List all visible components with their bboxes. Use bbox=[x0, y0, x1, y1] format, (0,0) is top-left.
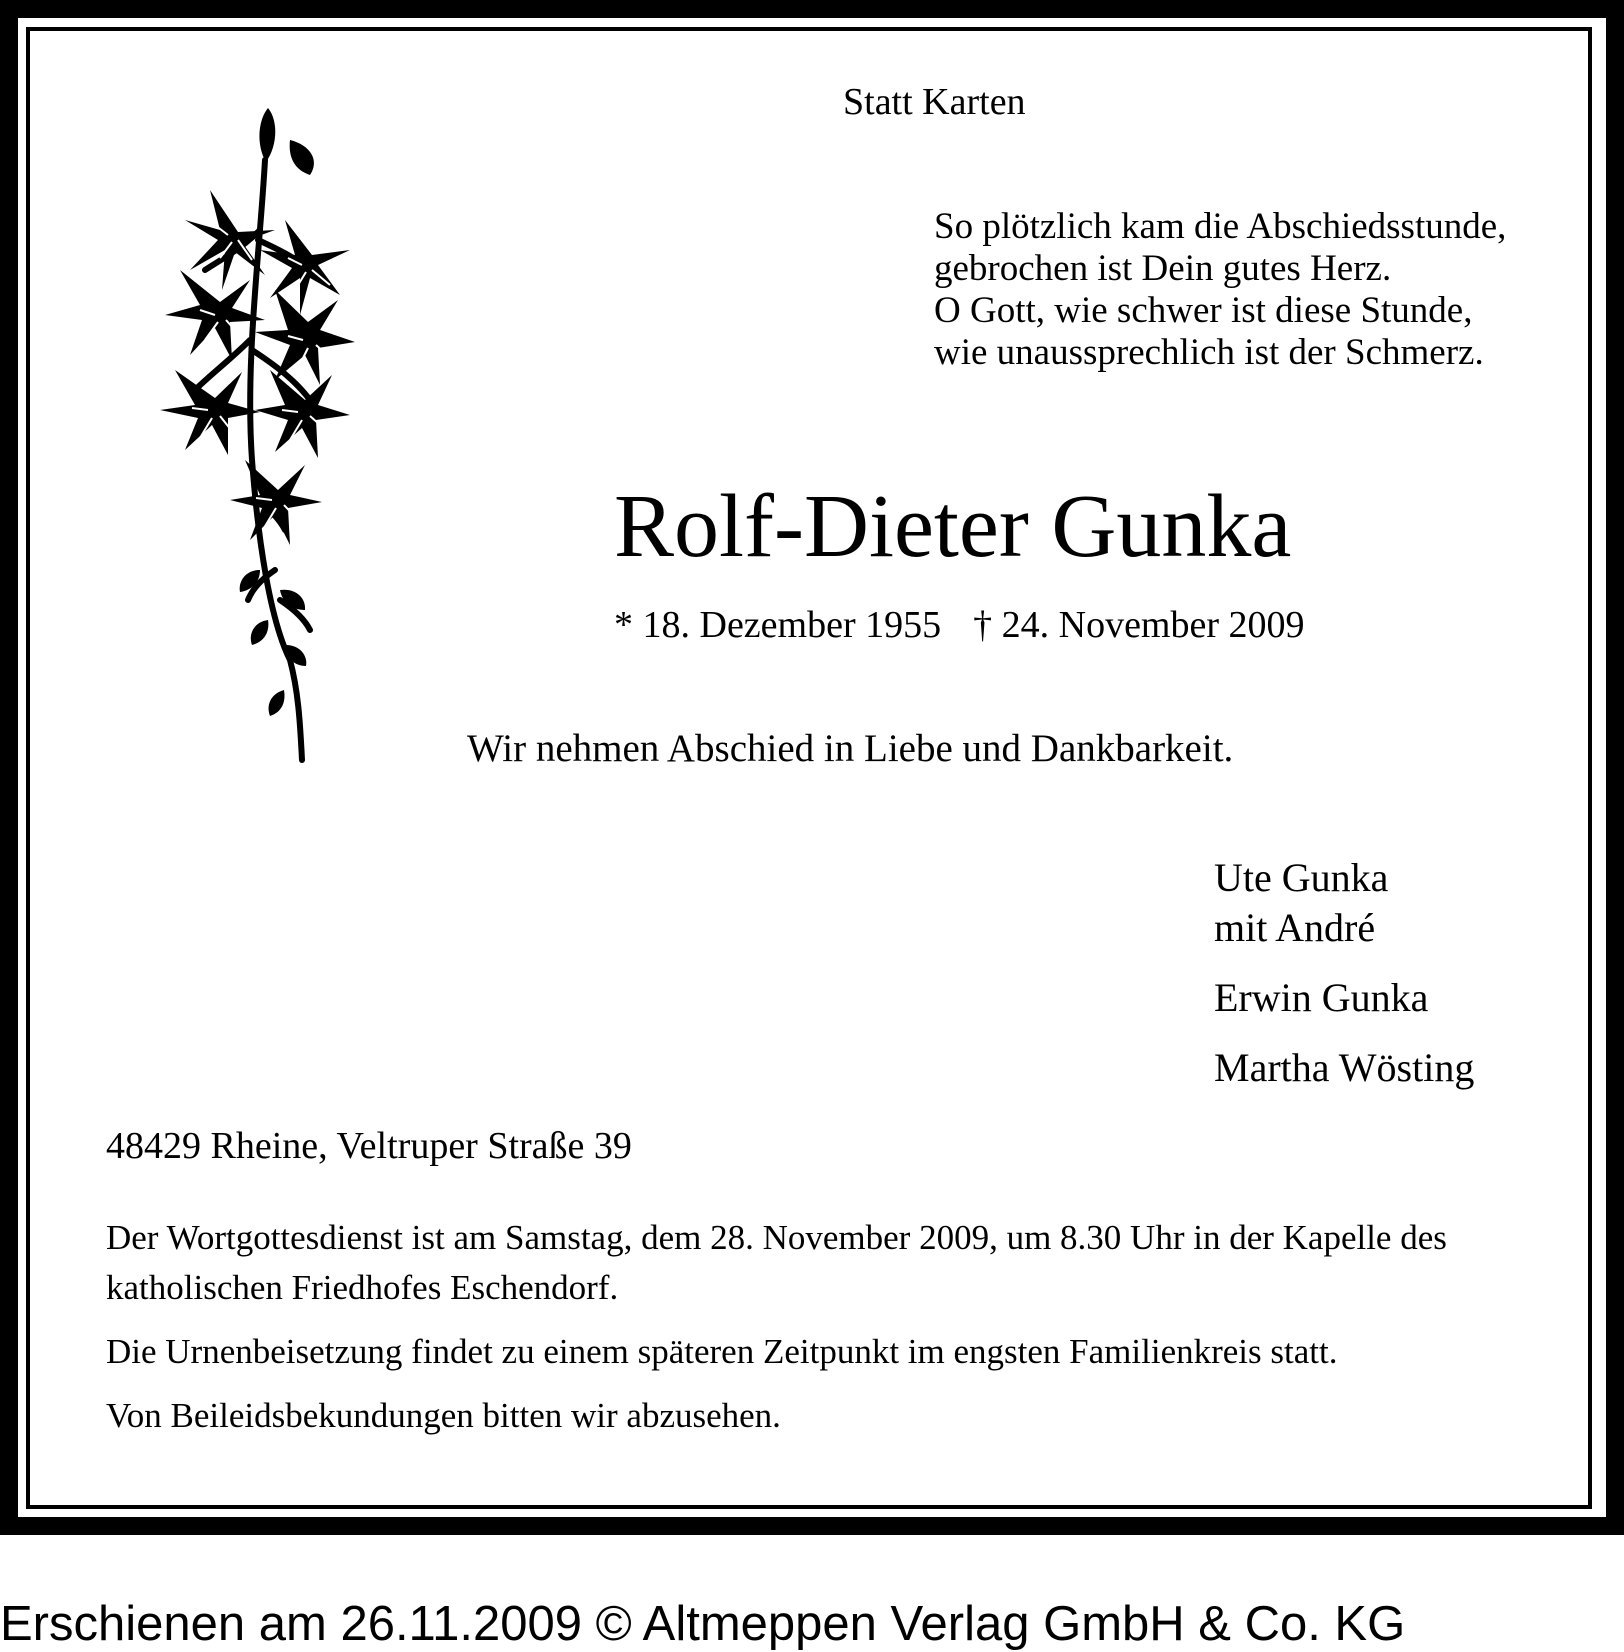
mourner-group bbox=[1214, 853, 1474, 953]
memorial-verse bbox=[934, 206, 1534, 374]
lily-flower-icon bbox=[160, 100, 360, 770]
statt-karten-heading: Statt Karten bbox=[843, 81, 1026, 123]
family-address: 48429 Rheine, Veltruper Straße 39 bbox=[106, 1125, 632, 1167]
life-dates bbox=[614, 603, 1305, 647]
verse-line: gebrochen ist Dein gutes Herz. bbox=[934, 248, 1392, 289]
verse-line: O Gott, wie schwer ist diese Stunde, bbox=[934, 290, 1473, 331]
mourner-name: Erwin Gunka bbox=[1214, 975, 1429, 1020]
notice-paragraph: Der Wortgottesdienst ist am Samstag, dem 28. November 2009, um 8.30 Uhr in der Kapelle des katholischen Friedhofes Eschendorf. bbox=[106, 1218, 1447, 1307]
mourner-name: Ute Gunka bbox=[1214, 855, 1389, 900]
birth-date: * 18. Dezember 1955 bbox=[614, 604, 942, 646]
farewell-statement: Wir nehmen Abschied in Liebe und Dankbarkeit. bbox=[467, 727, 1234, 770]
deceased-name: Rolf-Dieter Gunka bbox=[614, 477, 1292, 576]
service-notices bbox=[106, 1213, 1546, 1455]
notice-paragraph: Die Urnenbeisetzung findet zu einem späteren Zeitpunkt im engsten Familienkreis statt. bbox=[106, 1332, 1338, 1371]
mourner-name: mit André bbox=[1214, 905, 1376, 950]
death-date: † 24. November 2009 bbox=[973, 604, 1305, 646]
publication-note: Erschienen am 26.11.2009 © Altmeppen Verlag GmbH & Co. KG bbox=[0, 1597, 1406, 1651]
mourners-list bbox=[1214, 853, 1474, 1093]
verse-line: So plötzlich kam die Abschiedsstunde, bbox=[934, 206, 1507, 247]
notice-paragraph: Von Beileidsbekundungen bitten wir abzusehen. bbox=[106, 1396, 781, 1435]
lily-bud bbox=[259, 108, 275, 162]
verse-line: wie unaussprechlich ist der Schmerz. bbox=[934, 332, 1484, 373]
mourner-name: Martha Wösting bbox=[1214, 1045, 1475, 1090]
